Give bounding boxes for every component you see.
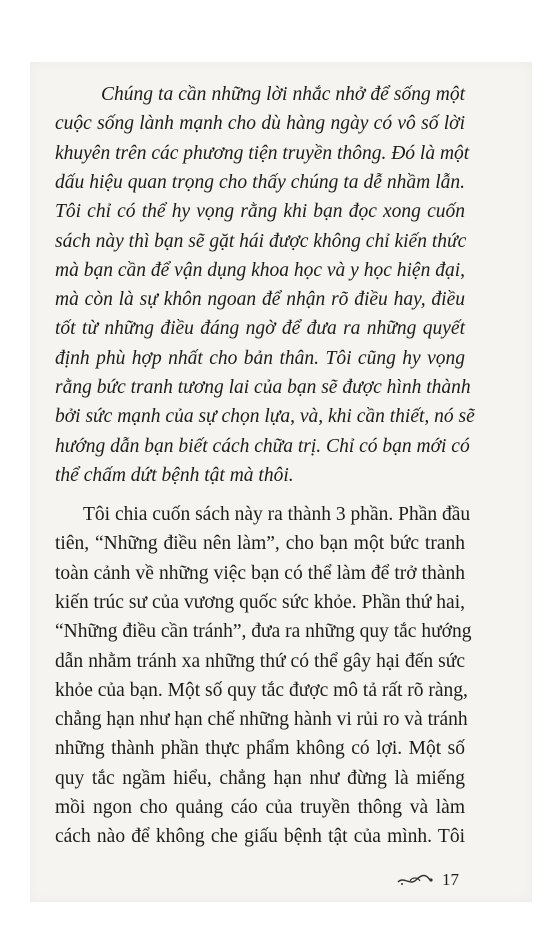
text-line: mồi ngon cho quảng cáo của truyền thông và làm xyxy=(55,797,465,818)
text-line: khuyên trên các phương tiện truyền thông. Đó là một xyxy=(55,142,470,164)
text-line: thể chấm dứt bệnh tật mà thôi. xyxy=(55,464,294,486)
text-line: cách nào để không che giấu bệnh tật của mình. Tôi xyxy=(55,826,465,848)
text-line: dẫn nhằm tránh xa những thứ có thể gây hại đến sức xyxy=(55,650,465,672)
text-line: bởi sức mạnh của sự chọn lựa, và, khi cần thiết, nó sẽ xyxy=(55,406,475,428)
page-footer xyxy=(396,870,459,890)
text-line: mà còn là sự khôn ngoan để nhận rõ điều hay, điều xyxy=(55,289,465,311)
text-line: rằng bức tranh tương lai của bạn sẽ được hình thành xyxy=(55,377,471,398)
text-line: tốt từ những điều đáng ngờ để đưa ra những quyết xyxy=(55,318,465,340)
text-line: khỏe của bạn. Một số quy tắc được mô tả rất rõ ràng, xyxy=(55,679,468,701)
text-line: Tôi chia cuốn sách này ra thành 3 phần. Phần đầu xyxy=(83,504,471,525)
text-line: kiến trúc sư của vương quốc sức khỏe. Phần thứ hai, xyxy=(55,591,465,613)
page-number: 17 xyxy=(442,870,459,889)
text-line: hướng dẫn bạn biết cách chữa trị. Chỉ có bạn mới có xyxy=(55,435,470,457)
text-line: quy tắc ngầm hiểu, chẳng hạn như đừng là miếng xyxy=(55,767,465,789)
text-line: dấu hiệu quan trọng cho thấy chúng ta dễ nhầm lẫn. xyxy=(55,171,465,193)
text-line: toàn cảnh về những việc bạn có thể làm để trở thành xyxy=(55,562,465,584)
text-line: sách này thì bạn sẽ gặt hái được không chỉ kiến thức xyxy=(55,230,467,252)
text-line: những thành phần thực phẩm không có lợi. Một số xyxy=(55,738,465,760)
text-line: Tôi chỉ có thể hy vọng rằng khi bạn đọc xong cuốn xyxy=(55,201,465,223)
text-line: “Những điều cần tránh”, đưa ra những quy tắc hướng xyxy=(55,621,472,643)
text-line: Chúng ta cần những lời nhắc nhở để sống một xyxy=(101,84,465,105)
text-line: tiên, “Những điều nên làm”, cho bạn một bức tranh xyxy=(55,533,465,555)
swirl-ornament-icon xyxy=(396,872,436,888)
text-line: cuộc sống lành mạnh cho dù hàng ngày có vô số lời xyxy=(55,113,465,135)
text-line: chẳng hạn như hạn chế những hành vi rủi ro và tránh xyxy=(55,709,468,731)
text-line: định phù hợp nhất cho bản thân. Tôi cũng hy vọng xyxy=(55,347,465,369)
text-line: mà bạn cần để vận dụng khoa học và y học hiện đại, xyxy=(55,259,465,281)
